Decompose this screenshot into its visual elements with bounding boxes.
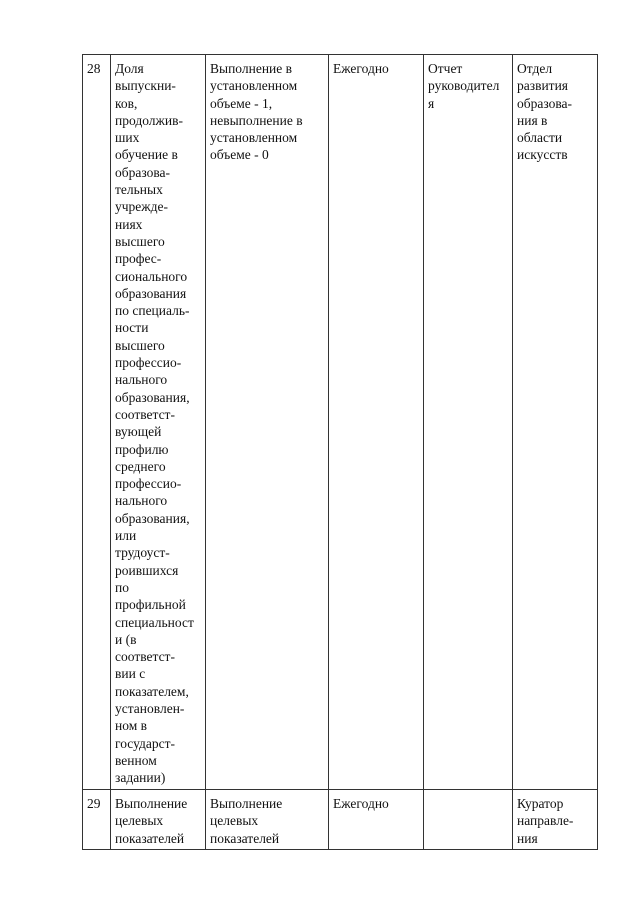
- period-cell: Ежегодно: [329, 55, 424, 790]
- table-row: [83, 790, 598, 850]
- indicators-table: [82, 54, 598, 850]
- source-cell: Отчет руководител я: [424, 55, 513, 790]
- row-number-cell: 29: [83, 790, 111, 850]
- period-cell: Ежегодно: [329, 790, 424, 850]
- criterion-cell: Выполнение в установленном объеме - 1, невыполнение в установленном объеме - 0: [206, 55, 329, 790]
- criterion-cell: Выполнение целевых показателей: [206, 790, 329, 850]
- row-number-cell: 28: [83, 55, 111, 790]
- source-cell: [424, 790, 513, 850]
- responsible-cell: Куратор направле- ния: [513, 790, 598, 850]
- indicator-cell: Доля выпускни- ков, продолжив- ших обучение в образова- тельных учрежде- ниях высшего профес- сионального образования по специаль- ности высшего профессио- нального образования, соответст- вующей профилю среднего профессио- нального образования, или трудоуст- роившихся по профильной специальност и (в соответст- вии с показателем, установлен- ном в государст- венном задании): [111, 55, 206, 790]
- table-row: [83, 55, 598, 790]
- indicator-cell: Выполнение целевых показателей: [111, 790, 206, 850]
- responsible-cell: Отдел развития образова- ния в области искусств: [513, 55, 598, 790]
